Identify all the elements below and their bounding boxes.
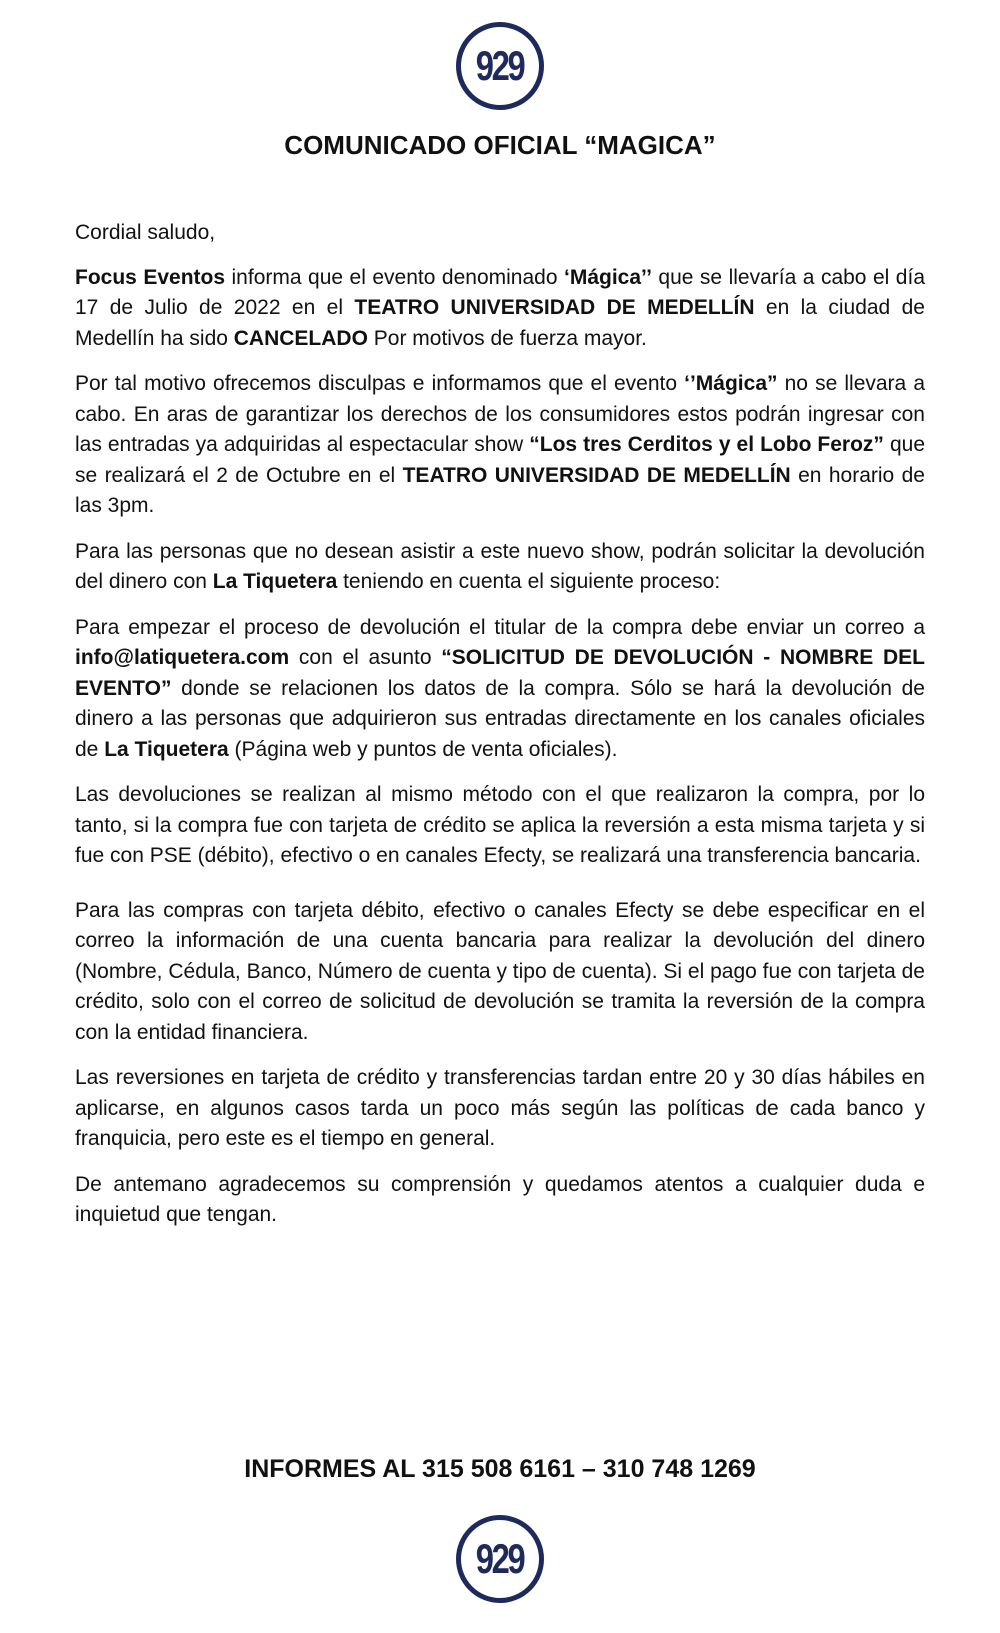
logo-929-top [456,22,544,110]
logo-929-bottom [456,1515,544,1603]
p4-ticketer: La Tiquetera [104,737,229,761]
paragraph-6: Para las compras con tarjeta débito, efectivo o canales Efecty se debe especificar en el correo la información de una cuenta bancaria para realizar la devolución del dinero (Nombre, Cédula, Banco, Número de cuenta y tipo de cuenta). Si el pago fue con tarjeta de crédito, solo con el correo de solicitud de devolución se tramita la reversión de la compra con la entidad financiera. [75,898,925,1044]
paragraph-5: Las devoluciones se realizan al mismo método con el que realizaron la compra, por lo tanto, si la compra fue con tarjeta de crédito se aplica la reversión a esta misma tarjeta y si fue con PSE (débito), efectivo o en canales Efecty, se realizará una transferencia bancaria. [75,783,925,867]
p2-venue: TEATRO UNIVERSIDAD DE MEDELLÍN [402,463,791,487]
paragraph-8: De antemano agradecemos su comprensión y quedamos atentos a cualquier duda e inquietud que tengan. [75,1172,925,1226]
paragraph-3 [75,537,925,598]
p1-organizer: Focus Eventos [75,265,226,289]
paragraph-1 [75,263,925,355]
paragraph-2 [75,369,925,522]
p2-text-4: en horario de las 3pm. [75,463,925,517]
letter-body [75,218,925,1246]
p1-venue: TEATRO UNIVERSIDAD DE MEDELLÍN [354,296,755,319]
logo-text: 929 [476,1535,524,1582]
p1-event-name: ‘Mágica’’ [564,265,652,289]
p2-text-1: Por tal motivo ofrecemos disculpas e informamos que el evento [75,372,685,395]
paragraph-7: Las reversiones en tarjeta de crédito y transferencias tardan entre 20 y 30 días hábiles en aplicarse, en algunos casos tarda un poco más según las políticas de cada banco y franquicia, pero este es el tiempo en general. [75,1066,925,1150]
paragraph-4 [75,613,925,766]
footer-phones: INFORMES AL 315 508 6161 – 310 748 1269 [244,1455,756,1483]
logo-text: 929 [476,42,524,89]
p1-cancelled: CANCELADO [233,326,368,350]
p2-text-3: que se realizará el 2 de Octubre en el [75,433,925,487]
p4-text-3: donde se relacionen los datos de la compra. Sólo se hará la devolución de dinero a las personas que adquirieron sus entradas directamente en los canales oficiales de [75,676,925,761]
p2-event-name: ‘’Mágica” [684,372,778,395]
p1-text-4: Por motivos de fuerza mayor. [367,326,647,350]
p2-new-show: “Los tres Cerditos y el Lobo Feroz” [529,433,884,456]
p1-text-2: que se llevaría a cabo el día 17 de Julio de 2022 en el [75,265,925,319]
p4-text-2: con el asunto [289,646,442,669]
p1-text-1: informa que el evento denominado [225,265,564,289]
p3-ticketer: La Tiquetera [212,570,338,593]
p3-text-1: Para las personas que no desean asistir a este nuevo show, podrán solicitar la devolución del dinero con [75,539,925,593]
greeting: Cordial saludo, [75,221,216,244]
p1-text-3: en la ciudad de Medellín ha sido [75,296,925,350]
p4-subject: “SOLICITUD DE DEVOLUCIÓN - NOMBRE DEL EVENTO” [75,646,925,700]
p3-text-2: teniendo en cuenta el siguiente proceso: [337,570,721,593]
p4-text-4: (Página web y puntos de venta oficiales). [228,737,618,761]
p4-text-1: Para empezar el proceso de devolución el titular de la compra debe enviar un correo a [75,615,925,639]
page-title: COMUNICADO OFICIAL “MAGICA” [284,130,716,160]
p4-email: info@latiquetera.com [75,646,290,669]
p2-text-2: no se llevara a cabo. En aras de garantizar los derechos de los consumidores estos podrán ingresar con las entradas ya adquiridas al espectacular show [75,372,926,456]
